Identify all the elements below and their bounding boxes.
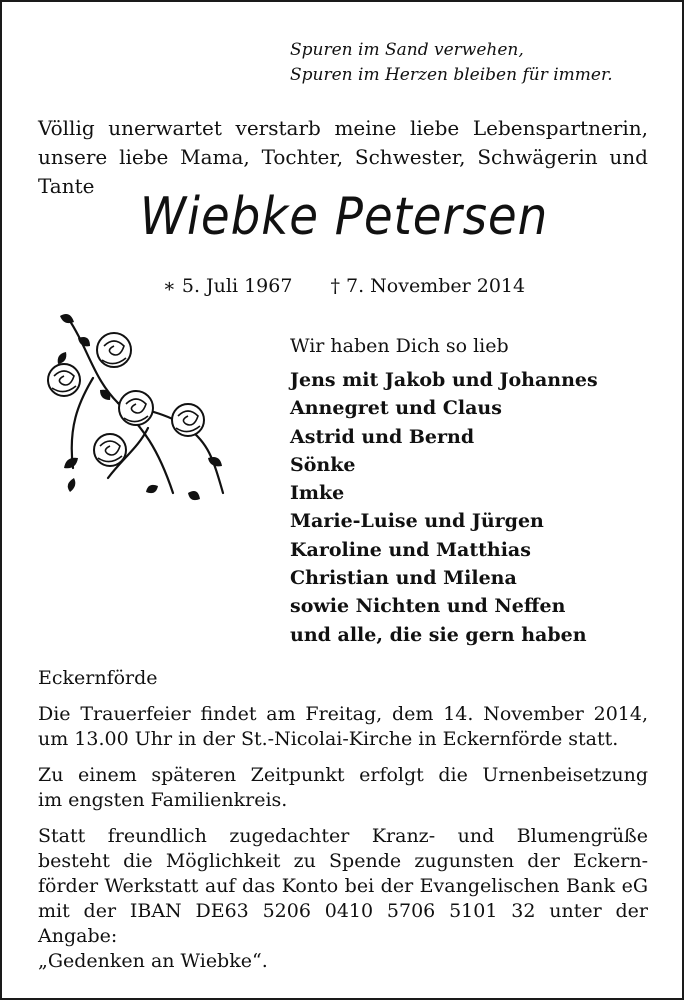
donation-line: förder Werkstatt auf das Konto bei der Evangelischen Bank eG xyxy=(38,875,648,897)
poem-line: Spuren im Herzen bleiben für immer. xyxy=(290,65,613,85)
donation-line: „Gedenken an Wiebke“. xyxy=(38,950,268,972)
funeral-line: Die Trauerfeier findet am Freitag, dem 14. November 2014, xyxy=(38,703,648,725)
poem xyxy=(290,38,660,88)
funeral-info xyxy=(38,702,648,752)
mourners-lead: Wir haben Dich so lieb xyxy=(290,335,509,357)
donation-line: Statt freundlich zugedachter Kranz- und Blumengrüße xyxy=(38,825,648,847)
intro-line: unsere liebe Mama, Tochter, Schwester, Schwägerin und Tante xyxy=(38,145,648,198)
poem-line: Spuren im Sand verwehen, xyxy=(290,40,524,60)
urn-info xyxy=(38,763,648,813)
donation-line: besteht die Möglichkeit zu Spende zugunsten der Eckern- xyxy=(38,850,648,872)
funeral-line: um 13.00 Uhr in der St.-Nicolai-Kirche in Eckernförde statt. xyxy=(38,728,619,750)
mourner-name: sowie Nichten und Neffen xyxy=(290,595,566,618)
birth-date: ∗ 5. Juli 1967 xyxy=(162,275,293,297)
mourner-name: und alle, die sie gern haben xyxy=(290,623,587,646)
mourners xyxy=(290,332,660,649)
death-date: † 7. November 2014 xyxy=(330,275,526,297)
donation-info xyxy=(38,824,648,974)
place: Eckernförde xyxy=(38,667,158,689)
mourner-name: Annegret und Claus xyxy=(290,397,502,420)
life-dates xyxy=(2,272,684,300)
intro-line: Völlig unerwartet verstarb meine liebe Lebenspartnerin, xyxy=(38,116,648,140)
deceased-name: Wiebke Petersen xyxy=(139,187,549,247)
notice-body xyxy=(38,666,648,985)
mourner-name: Sönke xyxy=(290,453,356,476)
urn-line: Zu einem späteren Zeitpunkt erfolgt die Urnenbeisetzung xyxy=(38,764,648,786)
mourner-name: Christian und Milena xyxy=(290,567,517,590)
mourner-name: Jens mit Jakob und Johannes xyxy=(290,369,598,391)
roses-icon xyxy=(38,308,228,508)
mourner-name: Marie-Luise und Jürgen xyxy=(290,510,544,533)
urn-line: im engsten Familienkreis. xyxy=(38,789,288,811)
donation-line: mit der IBAN DE63 5206 0410 5706 5101 32 unter der Angabe: xyxy=(38,900,648,947)
mourner-name: Astrid und Bernd xyxy=(290,425,475,448)
mourner-name: Imke xyxy=(290,482,345,505)
mourner-name: Karoline und Matthias xyxy=(290,538,531,561)
mourner-list xyxy=(290,366,660,649)
